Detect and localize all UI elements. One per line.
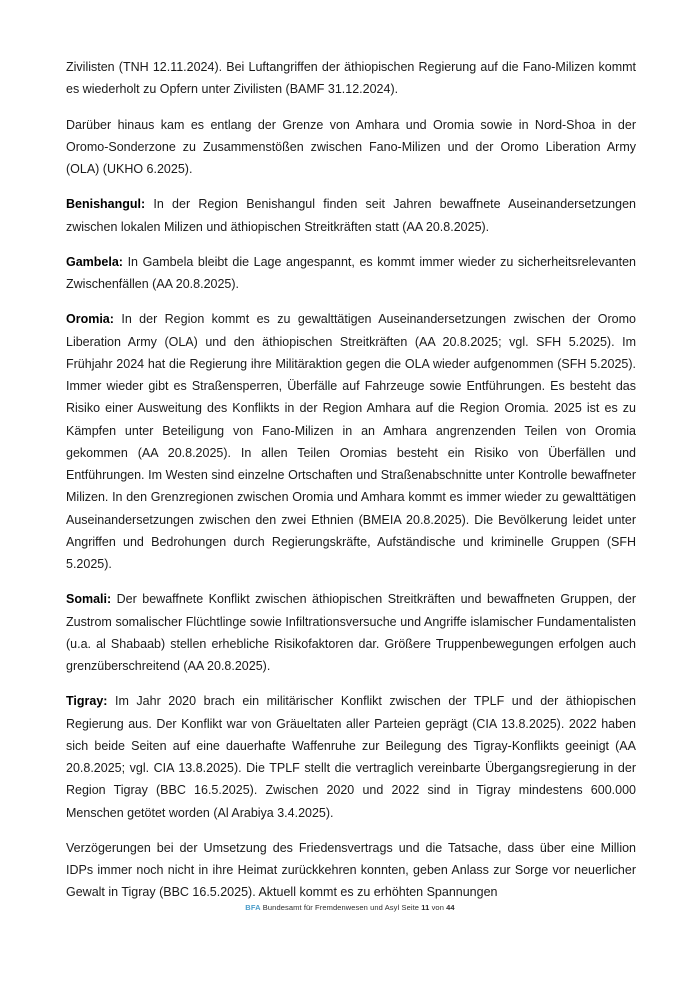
page-footer	[0, 903, 700, 912]
paragraph	[66, 837, 636, 904]
paragraph-lead: Somali:	[66, 592, 112, 607]
paragraph-text: Im Jahr 2020 brach ein militärischer Konflikt zwischen der TPLF und der äthiopischen Regierung aus. Der Konflikt war von Gräueltaten aller Parteien geprägt (CIA 13.8.2025). 2022 haben sich beide Seiten auf eine dauerhafte Waffenruhe zur Beilegung des Tigray-Konflikts geeinigt (AA 20.8.2025; vgl. CIA 13.8.2025). Die TPLF stellt die vertraglich vereinbarte Übergangsregierung in der Region Tigray (BBC 16.5.2025). Zwischen 2020 und 2022 sind in Tigray mindestens 600.000 Menschen getötet worden (Al Arabiya 3.4.2025).	[66, 694, 636, 820]
paragraph-benishangul	[66, 193, 636, 238]
footer-org-text: Bundesamt für Fremdenwesen und Asyl Seite	[260, 903, 422, 912]
paragraph-text: Verzögerungen bei der Umsetzung des Friedensvertrags und die Tatsache, dass über eine Million IDPs immer noch nicht in ihre Heimat zurückkehren konnten, geben Anlass zur Sorge vor neuerlicher Gewalt in Tigray (BBC 16.5.2025). Aktuell kommt es zu erhöhten Spannungen	[66, 840, 636, 900]
paragraph-text: In Gambela bleibt die Lage angespannt, es kommt immer wieder zu sicherheitsrelevanten Zwischenfällen (AA 20.8.2025).	[66, 254, 636, 291]
paragraph	[66, 114, 636, 181]
paragraph-gambela	[66, 251, 636, 296]
paragraph	[66, 56, 636, 101]
paragraph-lead: Gambela:	[66, 254, 123, 269]
footer-brand-bfa: BFA	[245, 903, 261, 912]
paragraph-lead: Benishangul:	[66, 197, 146, 212]
paragraph-text: Darüber hinaus kam es entlang der Grenze von Amhara und Oromia sowie in Nord-Shoa in der Oromo-Sonderzone zu Zusammenstößen zwischen Fano-Milizen und der Oromo Liberation Army (OLA) (UKHO 6.2025).	[66, 117, 636, 176]
footer-von-label: von	[429, 903, 447, 912]
paragraph-lead: Tigray:	[66, 694, 108, 709]
paragraph-lead: Oromia:	[66, 312, 114, 327]
paragraph-oromia	[66, 308, 636, 575]
paragraph-text: Zivilisten (TNH 12.11.2024). Bei Luftangriffen der äthiopischen Regierung auf die Fano-Milizen kommt es wiederholt zu Opfern unter Zivilisten (BAMF 31.12.2024).	[66, 60, 636, 97]
paragraph-tigray	[66, 690, 636, 824]
paragraph-text: In der Region kommt es zu gewalttätigen Auseinandersetzungen zwischen der Oromo Liberation Army (OLA) und den äthiopischen Streitkräften (AA 20.8.2025; vgl. SFH 5.2025). Im Frühjahr 2024 hat die Regierung ihre Militäraktion gegen die OLA wieder aufgenommen (SFH 5.2025). Immer wieder gibt es Straßensperren, Überfälle auf Fahrzeuge sowie Entführungen. Es besteht das Risiko einer Ausweitung des Konflikts in der Region Amhara auf die Region Oromia. 2025 ist es zu Kämpfen unter Beteiligung von Fano-Milizen in an Amhara angrenzenden Teilen von Oromia gekommen (AA 20.8.2025). In allen Teilen Oromias besteht ein Risiko von Überfällen und Entführungen. Im Westen sind einzelne Ortschaften und Straßenabschnitte unter Kontrolle bewaffneter Milizen. In den Grenzregionen zwischen Oromia und Amhara kommt es immer wieder zu gewalttätigen Auseinandersetzungen zwischen den zwei Ethnien (BMEIA 20.8.2025). Die Bevölkerung leidet unter Angriffen und Bedrohungen durch Regierungskräfte, Aufständische und kriminelle Gruppen (SFH 5.2025).	[66, 312, 636, 571]
footer-page-total: 44	[446, 903, 455, 912]
paragraph-text: Der bewaffnete Konflikt zwischen äthiopischen Streitkräften und bewaffneten Gruppen, der Zustrom somalischer Flüchtlinge sowie Infiltrationsversuche und Angriffe islamischer Fundamentalisten (u.a. al Shabaab) stellen erhebliche Risikofaktoren dar. Größere Truppenbewegungen erfolgen auch grenzüberschreitend (AA 20.8.2025).	[66, 592, 636, 673]
paragraph-text: In der Region Benishangul finden seit Jahren bewaffnete Auseinandersetzungen zwischen lokalen Milizen und äthiopischen Streitkräften statt (AA 20.8.2025).	[66, 197, 636, 234]
footer-page-number: 11	[421, 903, 430, 912]
paragraph-somali	[66, 588, 636, 677]
